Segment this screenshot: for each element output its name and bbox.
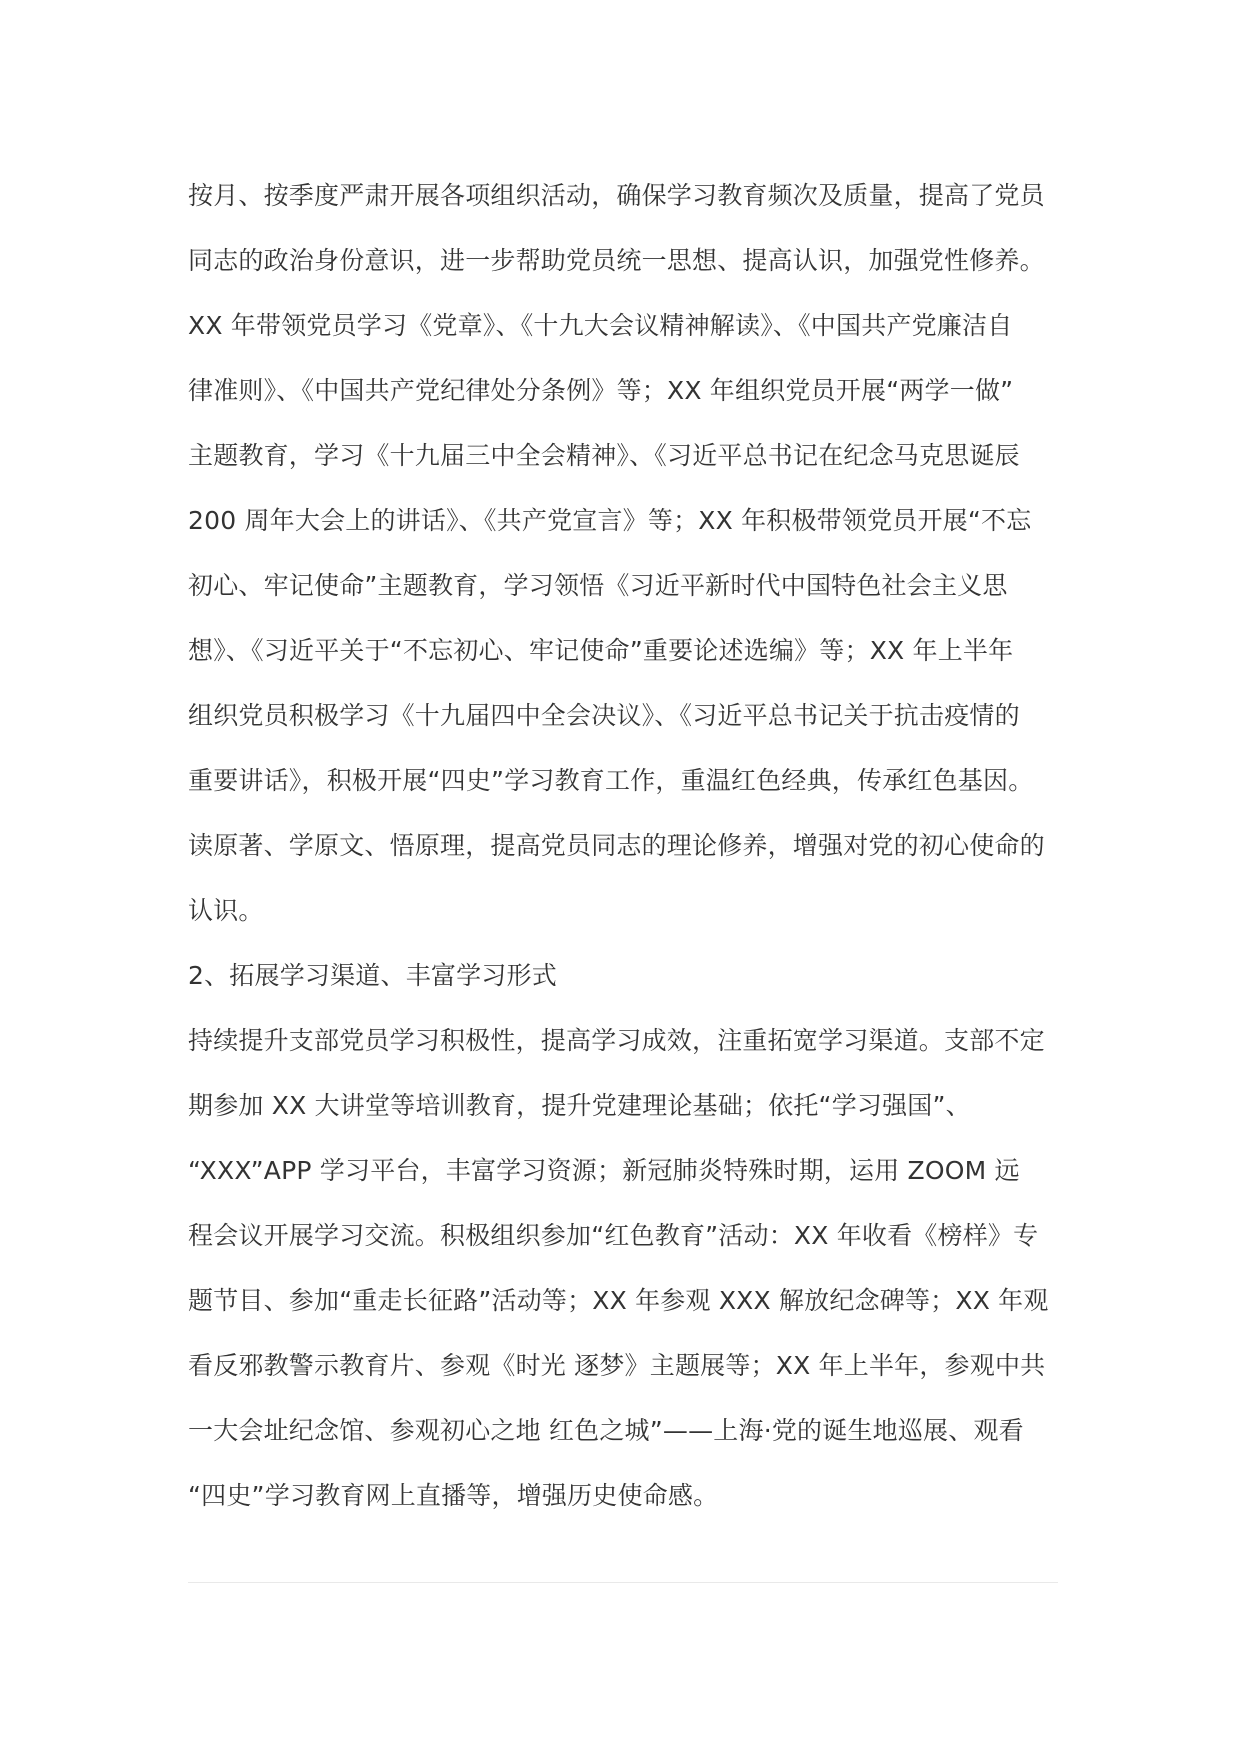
paragraph-line: 题节目、参加“重走长征路”活动等；XX 年参观 XXX 解放纪念碑等；XX 年观: [188, 1286, 1049, 1315]
paragraph-line: 持续提升支部党员学习积极性，提高学习成效，注重拓宽学习渠道。支部不定: [188, 1026, 1045, 1055]
paragraph-line: XX 年带领党员学习《党章》、《十九大会议精神解读》、《中国共产党廉洁自: [188, 311, 1013, 340]
paragraph-line: 读原著、学原文、悟原理，提高党员同志的理论修养，增强对党的初心使命的: [188, 831, 1045, 860]
paragraph-line: 按月、按季度严肃开展各项组织活动，确保学习教育频次及质量，提高了党员: [188, 181, 1045, 210]
paragraph-line: 200 周年大会上的讲话》、《共产党宣言》等；XX 年积极带领党员开展“不忘: [188, 506, 1032, 535]
paragraph-line: 律准则》、《中国共产党纪律处分条例》等；XX 年组织党员开展“两学一做”: [188, 376, 1014, 405]
paragraph-line: 初心、牢记使命”主题教育，学习领悟《习近平新时代中国特色社会主义思: [188, 571, 1008, 600]
paragraph-line: 期参加 XX 大讲堂等培训教育，提升党建理论基础；依托“学习强国”、: [188, 1091, 971, 1120]
section-heading: 2、拓展学习渠道、丰富学习形式: [188, 961, 557, 990]
paragraph-line: 重要讲话》，积极开展“四史”学习教育工作，重温红色经典，传承红色基因。: [188, 766, 1034, 795]
paragraph-line: 想》、《习近平关于“不忘初心、牢记使命”重要论述选编》等；XX 年上半年: [188, 636, 1014, 665]
paragraph-line: 组织党员积极学习《十九届四中全会决议》、《习近平总书记关于抗击疫情的: [188, 701, 1020, 730]
paragraph-line: 看反邪教警示教育片、参观《时光 逐梦》主题展等；XX 年上半年，参观中共: [188, 1351, 1046, 1380]
paragraph-line: 同志的政治身份意识，进一步帮助党员统一思想、提高认识，加强党性修养。: [188, 246, 1045, 275]
page-divider: [188, 1582, 1058, 1583]
paragraph-line: “四史”学习教育网上直播等，增强历史使命感。: [188, 1481, 719, 1510]
paragraph-line: 认识。: [188, 896, 264, 925]
paragraph-line: 程会议开展学习交流。积极组织参加“红色教育”活动：XX 年收看《榜样》专: [188, 1221, 1039, 1250]
paragraph-line: 一大会址纪念馆、参观初心之地 红色之城”——上海·党的诞生地巡展、观看: [188, 1416, 1024, 1445]
paragraph-line: “XXX”APP 学习平台，丰富学习资源；新冠肺炎特殊时期，运用 ZOOM 远: [188, 1156, 1020, 1185]
paragraph-line: 主题教育，学习《十九届三中全会精神》、《习近平总书记在纪念马克思诞辰: [188, 441, 1020, 470]
